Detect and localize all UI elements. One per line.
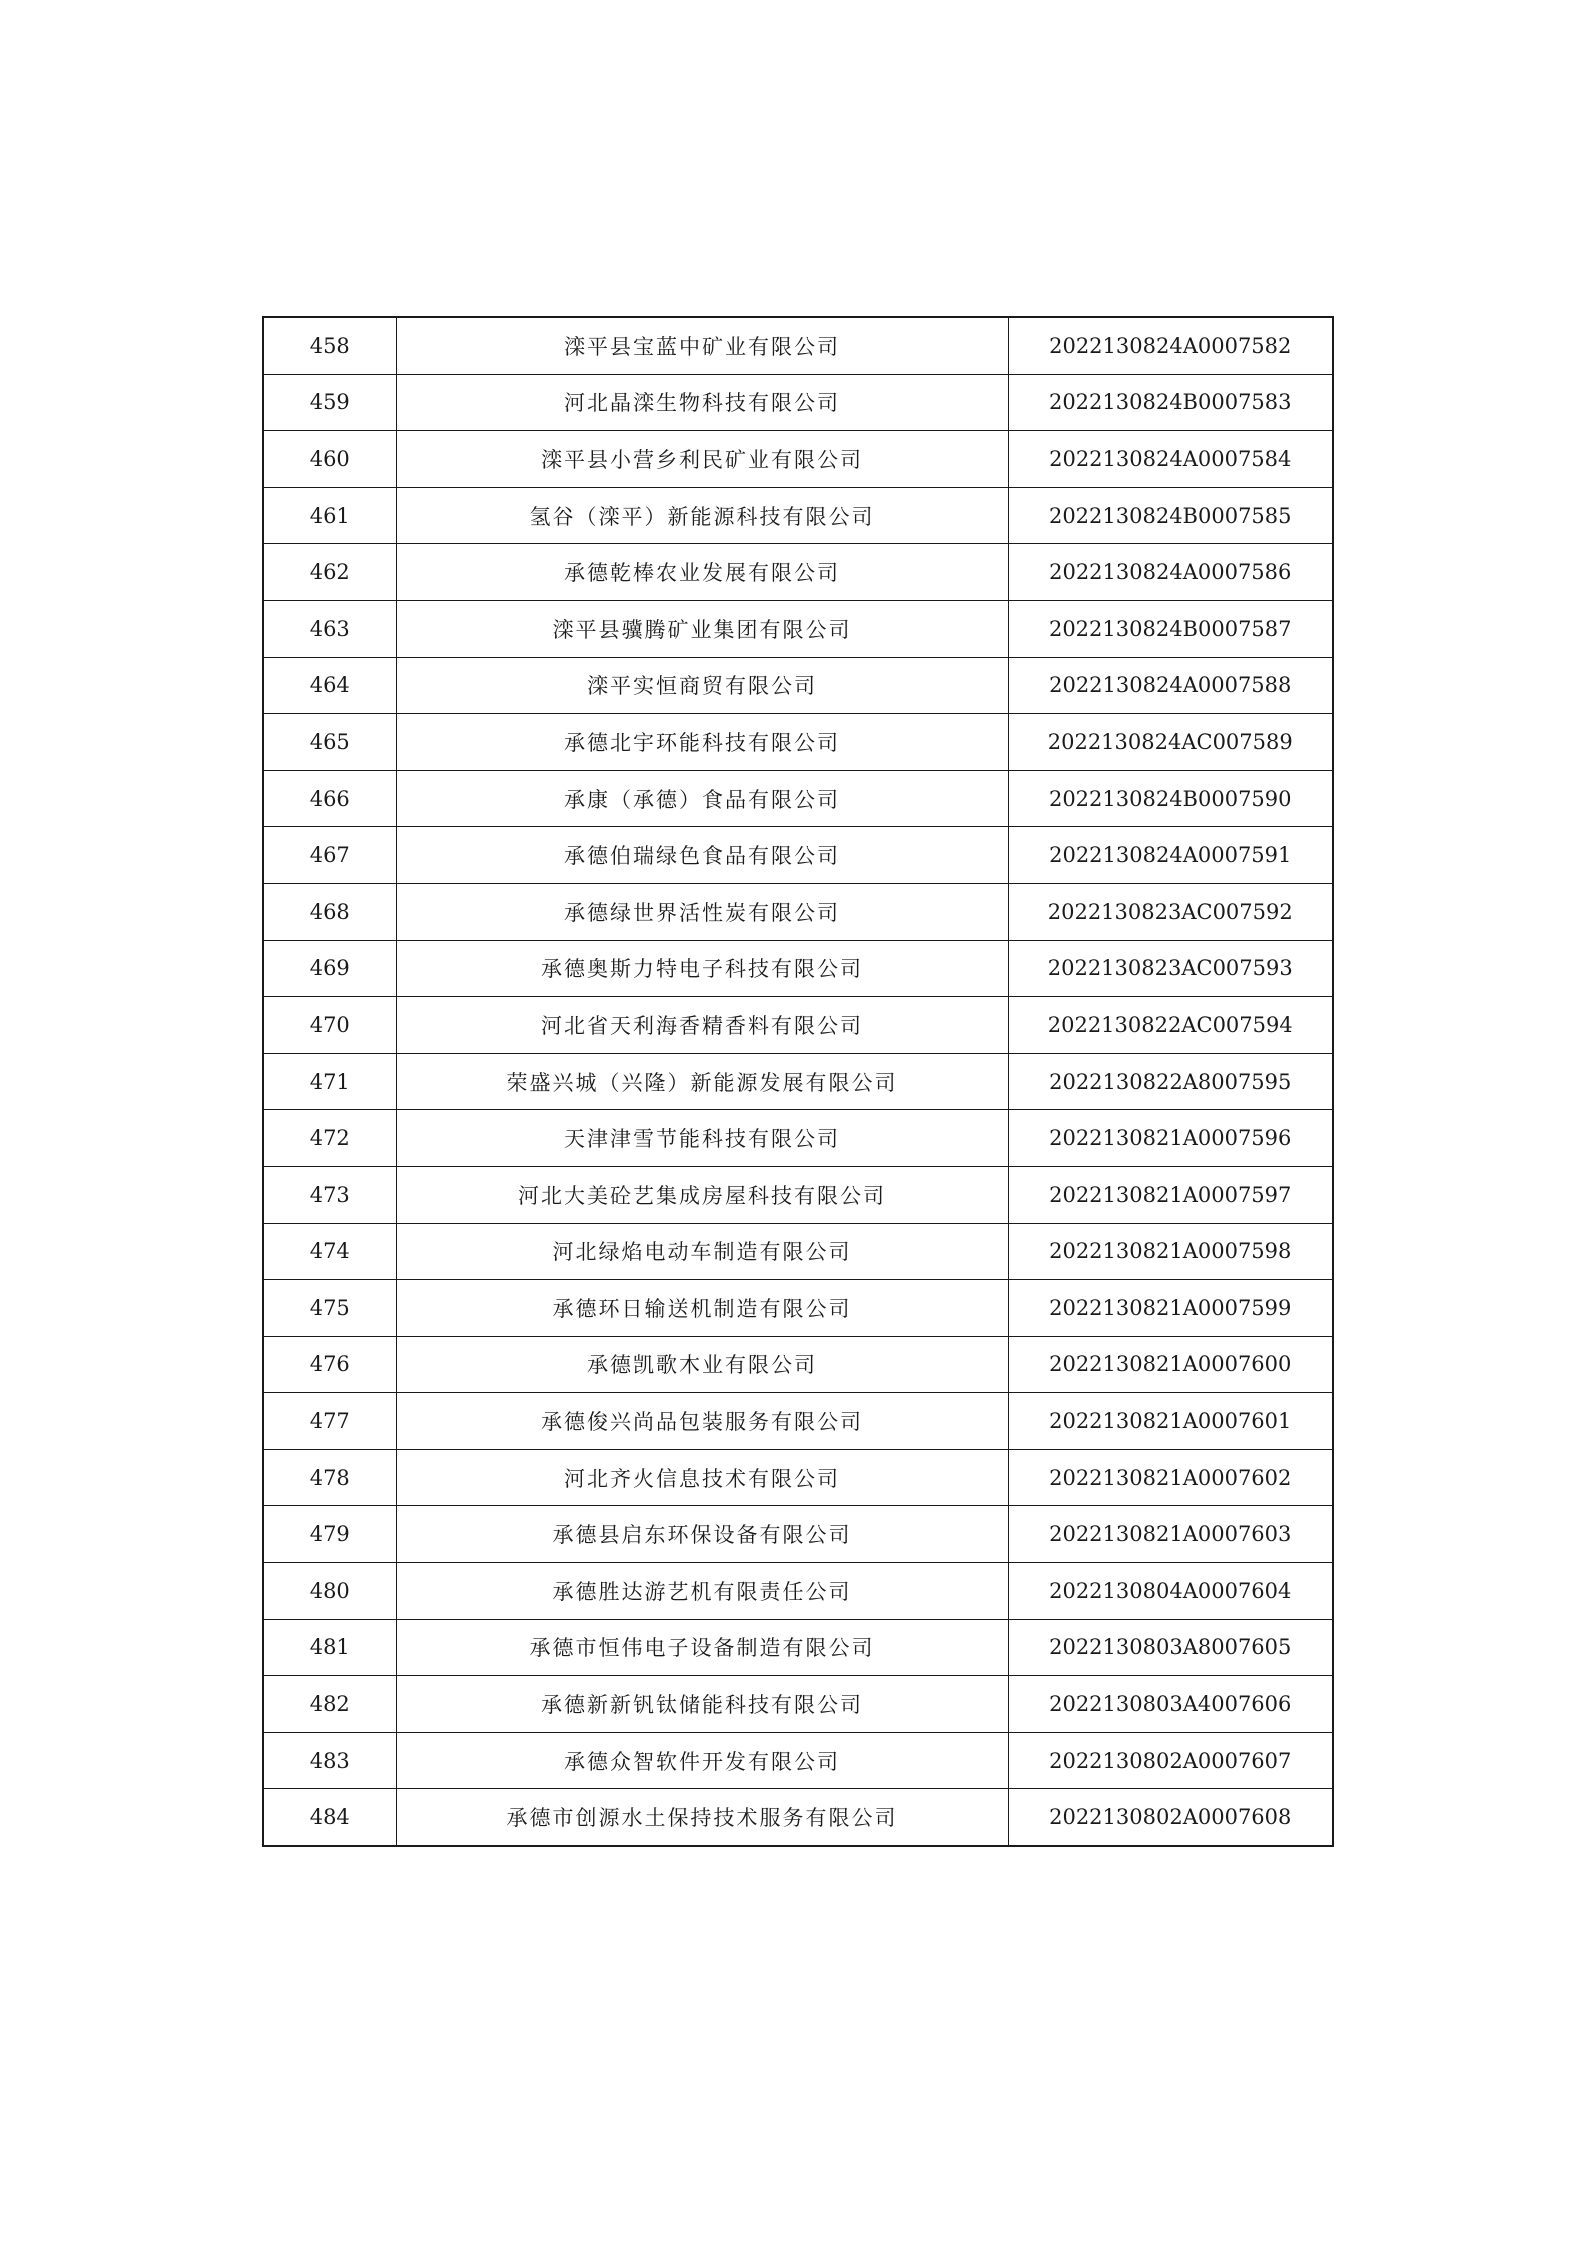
company-name-cell: 氢谷（滦平）新能源科技有限公司 [396,487,1008,544]
registration-code-cell: 2022130824A0007588 [1008,657,1333,714]
registration-code-cell: 2022130824B0007590 [1008,770,1333,827]
company-name-cell: 河北齐火信息技术有限公司 [396,1449,1008,1506]
company-name-cell: 天津津雪节能科技有限公司 [396,1110,1008,1167]
company-name-cell: 承德环日输送机制造有限公司 [396,1280,1008,1337]
registration-code-cell: 2022130821A0007602 [1008,1449,1333,1506]
company-name-cell: 承德凯歌木业有限公司 [396,1336,1008,1393]
row-number-cell: 471 [263,1053,396,1110]
registration-code-cell: 2022130821A0007598 [1008,1223,1333,1280]
table-row [263,1110,1333,1167]
registration-code-cell: 2022130821A0007601 [1008,1393,1333,1450]
row-number-cell: 468 [263,883,396,940]
company-name-cell: 滦平县小营乡利民矿业有限公司 [396,431,1008,488]
table-row [263,1223,1333,1280]
table-row [263,1789,1333,1846]
registration-code-cell: 2022130824A0007584 [1008,431,1333,488]
company-name-cell: 承康（承德）食品有限公司 [396,770,1008,827]
registration-code-cell: 2022130803A4007606 [1008,1676,1333,1733]
table-row [263,770,1333,827]
table-row [263,544,1333,601]
table-row [263,374,1333,431]
table-row [263,1336,1333,1393]
row-number-cell: 479 [263,1506,396,1563]
table-row [263,487,1333,544]
row-number-cell: 460 [263,431,396,488]
row-number-cell: 470 [263,997,396,1054]
company-name-cell: 滦平县宝蓝中矿业有限公司 [396,317,1008,374]
row-number-cell: 476 [263,1336,396,1393]
table-row [263,1393,1333,1450]
company-name-cell: 承德俊兴尚品包装服务有限公司 [396,1393,1008,1450]
company-name-cell: 滦平实恒商贸有限公司 [396,657,1008,714]
table-row [263,827,1333,884]
table-row [263,714,1333,771]
registration-code-cell: 2022130824A0007591 [1008,827,1333,884]
table-row [263,1732,1333,1789]
table-row [263,600,1333,657]
registration-code-cell: 2022130803A8007605 [1008,1619,1333,1676]
row-number-cell: 462 [263,544,396,601]
row-number-cell: 477 [263,1393,396,1450]
row-number-cell: 466 [263,770,396,827]
row-number-cell: 480 [263,1563,396,1620]
registration-code-cell: 2022130823AC007593 [1008,940,1333,997]
company-name-cell: 承德胜达游艺机有限责任公司 [396,1563,1008,1620]
row-number-cell: 475 [263,1280,396,1337]
table-row [263,1053,1333,1110]
registration-code-cell: 2022130824A0007582 [1008,317,1333,374]
company-name-cell: 承德众智软件开发有限公司 [396,1732,1008,1789]
company-name-cell: 河北晶滦生物科技有限公司 [396,374,1008,431]
registration-code-cell: 2022130824B0007583 [1008,374,1333,431]
company-name-cell: 承德奥斯力特电子科技有限公司 [396,940,1008,997]
row-number-cell: 484 [263,1789,396,1846]
registration-code-cell: 2022130804A0007604 [1008,1563,1333,1620]
row-number-cell: 465 [263,714,396,771]
registration-code-cell: 2022130824AC007589 [1008,714,1333,771]
row-number-cell: 459 [263,374,396,431]
company-name-cell: 荣盛兴城（兴隆）新能源发展有限公司 [396,1053,1008,1110]
row-number-cell: 481 [263,1619,396,1676]
company-name-cell: 承德乾棒农业发展有限公司 [396,544,1008,601]
table-row [263,1563,1333,1620]
company-name-cell: 承德市恒伟电子设备制造有限公司 [396,1619,1008,1676]
row-number-cell: 469 [263,940,396,997]
company-name-cell: 承德县启东环保设备有限公司 [396,1506,1008,1563]
company-name-cell: 河北绿焰电动车制造有限公司 [396,1223,1008,1280]
row-number-cell: 483 [263,1732,396,1789]
table-row [263,1676,1333,1733]
table-row [263,1449,1333,1506]
company-name-cell: 河北大美砼艺集成房屋科技有限公司 [396,1166,1008,1223]
registration-code-cell: 2022130821A0007603 [1008,1506,1333,1563]
row-number-cell: 464 [263,657,396,714]
company-name-cell: 河北省天利海香精香料有限公司 [396,997,1008,1054]
table-row [263,317,1333,374]
registration-code-cell: 2022130824B0007585 [1008,487,1333,544]
table-row [263,657,1333,714]
row-number-cell: 463 [263,600,396,657]
registry-table-body [263,317,1333,1846]
company-name-cell: 滦平县骥腾矿业集团有限公司 [396,600,1008,657]
registration-code-cell: 2022130821A0007600 [1008,1336,1333,1393]
registration-code-cell: 2022130821A0007596 [1008,1110,1333,1167]
row-number-cell: 482 [263,1676,396,1733]
table-row [263,940,1333,997]
table-row [263,431,1333,488]
row-number-cell: 461 [263,487,396,544]
row-number-cell: 478 [263,1449,396,1506]
registration-code-cell: 2022130802A0007607 [1008,1732,1333,1789]
company-name-cell: 承德新新钒钛储能科技有限公司 [396,1676,1008,1733]
registration-code-cell: 2022130822AC007594 [1008,997,1333,1054]
registration-code-cell: 2022130824B0007587 [1008,600,1333,657]
company-registry-table [262,316,1334,1847]
registration-code-cell: 2022130823AC007592 [1008,883,1333,940]
table-row [263,1619,1333,1676]
registration-code-cell: 2022130821A0007599 [1008,1280,1333,1337]
registration-code-cell: 2022130802A0007608 [1008,1789,1333,1846]
row-number-cell: 458 [263,317,396,374]
registration-code-cell: 2022130822A8007595 [1008,1053,1333,1110]
company-name-cell: 承德绿世界活性炭有限公司 [396,883,1008,940]
registration-code-cell: 2022130821A0007597 [1008,1166,1333,1223]
table-row [263,1280,1333,1337]
table-row [263,883,1333,940]
table-row [263,1506,1333,1563]
row-number-cell: 467 [263,827,396,884]
row-number-cell: 474 [263,1223,396,1280]
table-row [263,1166,1333,1223]
company-name-cell: 承德伯瑞绿色食品有限公司 [396,827,1008,884]
company-name-cell: 承德市创源水土保持技术服务有限公司 [396,1789,1008,1846]
table-row [263,997,1333,1054]
registration-code-cell: 2022130824A0007586 [1008,544,1333,601]
row-number-cell: 472 [263,1110,396,1167]
company-name-cell: 承德北宇环能科技有限公司 [396,714,1008,771]
row-number-cell: 473 [263,1166,396,1223]
